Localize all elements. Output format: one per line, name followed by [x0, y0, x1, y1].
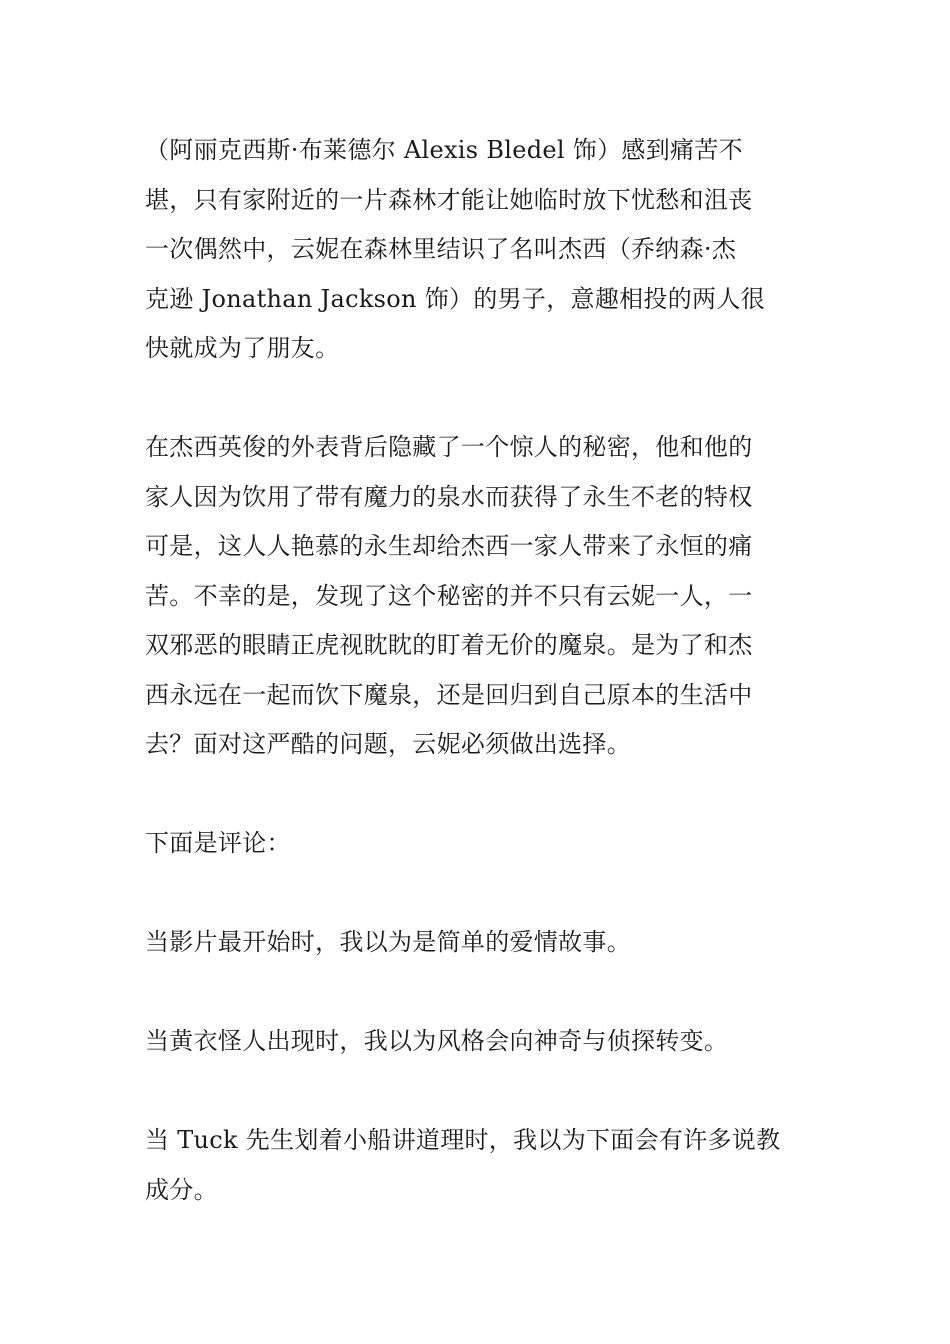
text-line: （阿丽克西斯·布莱德尔 Alexis Bledel 饰）感到痛苦不 [145, 136, 743, 164]
text-line: 一次偶然中，云妮在森林里结识了名叫杰西（乔纳森·杰 [145, 235, 737, 263]
paragraph-review-2 [145, 1017, 810, 1067]
text-line: 快就成为了朋友。 [145, 334, 340, 362]
text-line: 可是，这人人艳慕的永生却给杰西一家人带来了永恒的痛 [145, 532, 753, 560]
paragraph-review-3 [145, 1116, 810, 1215]
document-body [145, 126, 810, 1265]
text-line: 当黄衣怪人出现时，我以为风格会向神奇与侦探转变。 [145, 1027, 729, 1055]
text-line: 成分。 [145, 1175, 218, 1204]
paragraph-review-heading [145, 819, 810, 869]
text-line: 西永远在一起而饮下魔泉，还是回归到自己原本的生活中 [145, 680, 753, 709]
paragraph-review-1 [145, 918, 810, 968]
text-line: 家人因为饮用了带有魔力的泉水而获得了永生不老的特权 [145, 482, 753, 511]
paragraph-synopsis-2 [145, 423, 810, 770]
text-line: 堪，只有家附近的一片森林才能让她临时放下忧愁和沮丧 [145, 185, 753, 214]
text-line: 下面是评论： [145, 829, 291, 857]
paragraph-synopsis-1 [145, 126, 810, 374]
text-line: 在杰西英俊的外表背后隐藏了一个惊人的秘密，他和他的 [145, 433, 753, 461]
text-line: 当 Tuck 先生划着小船讲道理时，我以为下面会有许多说教 [145, 1126, 781, 1154]
text-line: 当影片最开始时，我以为是简单的爱情故事。 [145, 928, 631, 956]
text-line: 去？面对这严酷的问题，云妮必须做出选择。 [145, 730, 631, 758]
text-line: 苦。不幸的是，发现了这个秘密的并不只有云妮一人，一 [145, 581, 753, 610]
text-line: 克逊 Jonathan Jackson 饰）的男子，意趣相投的两人很 [145, 284, 765, 313]
text-line: 双邪恶的眼睛正虎视眈眈的盯着无价的魔泉。是为了和杰 [145, 631, 753, 659]
